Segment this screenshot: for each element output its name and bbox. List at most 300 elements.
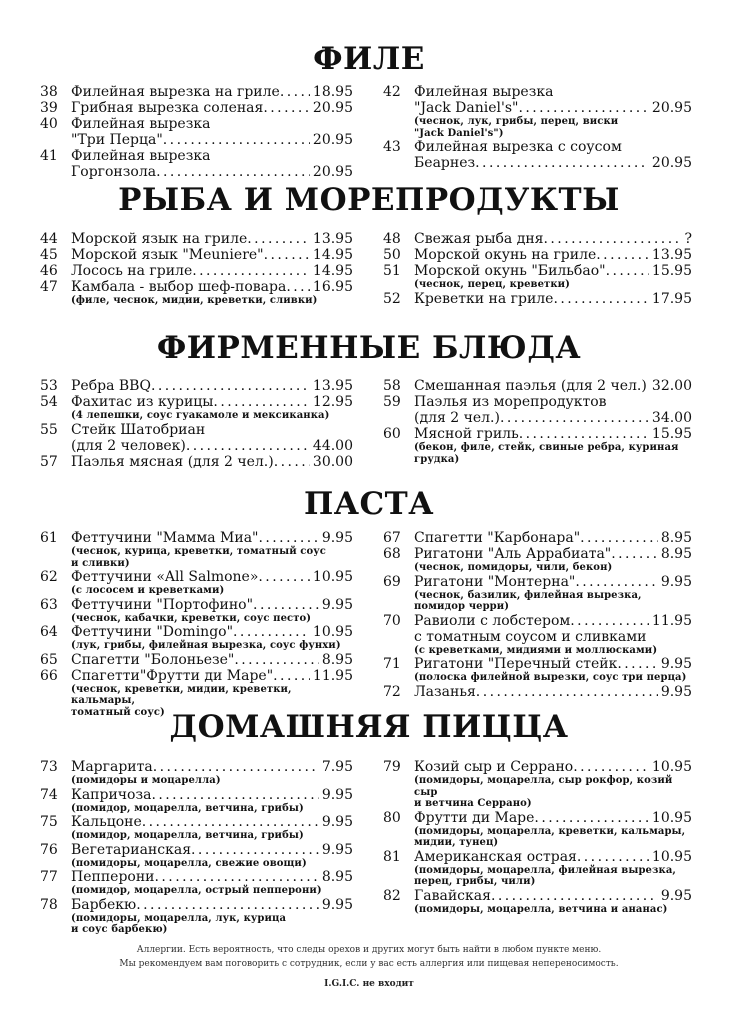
item-description: (помидоры и моцарелла)	[71, 775, 221, 786]
item-name: Смешанная паэлья (для 2 чел.)	[414, 378, 647, 394]
dot-leader	[570, 613, 649, 629]
item-line	[414, 810, 692, 826]
item-name: Ригатони "Монтерна"	[414, 573, 576, 590]
item-number: 58	[383, 378, 401, 394]
igic-note: I.G.I.C. не входит	[324, 979, 414, 989]
item-description: (4 лепешки, соус гуакамоле и мексиканка)	[71, 410, 330, 421]
item-line	[414, 410, 692, 426]
item-number: 61	[40, 530, 58, 546]
item-number: 70	[383, 612, 401, 629]
item-description: (чеснок, кабачки, креветки, соус песто)	[71, 612, 312, 624]
item-price: 8.95	[660, 530, 692, 546]
file-left-column	[40, 84, 353, 180]
menu-item	[40, 897, 353, 936]
item-number: 75	[40, 814, 58, 830]
dot-leader	[142, 814, 319, 830]
item-price: 32.00	[651, 378, 692, 394]
item-description: (чеснок, креветки, мидии, креветки, кальмары,	[71, 683, 292, 706]
item-line	[414, 629, 692, 645]
item-line	[71, 231, 353, 247]
menu-item	[40, 787, 353, 815]
menu-item	[383, 263, 692, 291]
item-name: Фрутти ди Маре	[414, 809, 535, 826]
item-line	[71, 597, 353, 613]
signature-left-column	[40, 378, 353, 470]
item-name: с томатным соусом и сливками	[414, 628, 647, 645]
item-line	[71, 668, 353, 684]
item-description: перец, грибы, чили)	[414, 876, 536, 887]
item-line	[414, 139, 692, 155]
menu-item	[40, 247, 353, 263]
item-number: 73	[40, 759, 58, 775]
item-line	[71, 569, 353, 585]
item-description: мидии, тунец)	[414, 837, 499, 848]
dot-leader	[575, 574, 657, 590]
item-name: Вегетарианская	[71, 841, 192, 858]
item-number: 59	[383, 394, 401, 410]
item-name: Спагетти "Карбонара"	[414, 530, 581, 546]
item-price: 9.95	[321, 530, 353, 546]
dot-leader	[186, 438, 310, 454]
item-price: 9.95	[321, 841, 353, 858]
item-body	[414, 139, 692, 171]
pizza-left-column	[40, 759, 353, 936]
item-description: (чеснок, курица, креветки, томатный соус	[71, 546, 326, 557]
item-line	[71, 394, 353, 410]
item-price: 9.95	[321, 786, 353, 803]
pasta-left-column	[40, 530, 353, 718]
item-line	[71, 378, 353, 394]
menu-item	[40, 422, 353, 454]
item-body	[71, 116, 353, 148]
item-number: 79	[383, 759, 401, 775]
item-name: Спагетти"Фрутти ди Маре"	[71, 667, 274, 684]
item-price: 20.95	[312, 100, 353, 116]
item-body	[414, 656, 692, 684]
item-number: 68	[383, 546, 401, 562]
item-name: Морской окунь на гриле	[414, 247, 597, 263]
item-name: Ригатони "Аль Аррабиата"	[414, 546, 612, 562]
item-description: (бекон, филе, стейк, свиные ребра, куриная	[414, 442, 679, 453]
item-name: Феттучини "Портофино"	[71, 596, 254, 613]
item-body	[414, 888, 692, 916]
item-name: (для 2 человек)	[71, 437, 186, 454]
item-price: 20.95	[651, 155, 692, 171]
item-body	[414, 378, 692, 394]
menu-item	[40, 569, 353, 597]
menu-item	[40, 454, 353, 470]
item-price: 9.95	[321, 896, 353, 913]
dot-leader	[544, 231, 682, 247]
item-name: Филейная вырезка	[71, 116, 211, 132]
item-name: "Jack Daniel's"	[414, 100, 519, 116]
item-body	[414, 759, 692, 810]
item-body	[71, 263, 353, 279]
item-body	[71, 84, 353, 100]
file-right-column	[383, 84, 692, 171]
item-body	[71, 378, 353, 394]
allergy-note-1: Аллергии. Есть вероятность, что следы орехов и других могут быть найти в любом пункте меню.	[136, 945, 602, 955]
menu-item	[383, 613, 692, 657]
item-body	[71, 279, 353, 307]
section-title-pizza: ДОМАШНЯЯ ПИЦЦА	[169, 709, 569, 745]
dot-leader	[213, 394, 309, 410]
item-body	[414, 263, 692, 291]
dot-leader	[253, 597, 319, 613]
item-body	[71, 787, 353, 815]
item-line	[414, 684, 692, 700]
item-body	[414, 84, 692, 139]
item-name: Феттучини "Domingo"	[71, 624, 234, 640]
item-name: Стейк Шатобриан	[71, 421, 206, 438]
item-number: 41	[40, 148, 58, 164]
item-line	[414, 546, 692, 562]
item-line	[71, 247, 353, 263]
item-number: 76	[40, 841, 58, 858]
item-body	[71, 530, 353, 569]
item-body	[71, 422, 353, 454]
item-description: (чеснок, помидоры, чили, бекон)	[414, 562, 613, 573]
item-line	[71, 132, 353, 148]
item-name: (для 2 чел.)	[414, 410, 500, 426]
item-line	[414, 231, 692, 247]
item-body	[71, 231, 353, 247]
item-name: Морской язык "Meuniere"	[71, 247, 264, 263]
menu-item	[40, 100, 353, 116]
item-number: 66	[40, 667, 58, 684]
dot-leader	[518, 100, 648, 116]
fish-left-column	[40, 231, 353, 307]
menu-item	[40, 869, 353, 897]
item-description: помидор черри)	[414, 601, 510, 612]
item-price: 10.95	[651, 848, 692, 865]
menu-item	[40, 652, 353, 668]
dot-leader	[280, 84, 310, 100]
menu-item	[383, 656, 692, 684]
item-number: 38	[40, 84, 58, 100]
dot-leader	[153, 759, 319, 775]
item-body	[414, 291, 692, 307]
item-number: 48	[383, 231, 401, 247]
dot-leader	[191, 842, 319, 858]
item-body	[414, 247, 692, 263]
item-name: Гавайская	[414, 887, 491, 904]
menu-item	[383, 247, 692, 263]
item-body	[71, 597, 353, 625]
item-line	[71, 897, 353, 913]
item-body	[71, 759, 353, 787]
item-number: 78	[40, 896, 58, 913]
item-price: 11.95	[651, 612, 692, 629]
item-name: Кальцоне	[71, 814, 142, 830]
item-name: Морской окунь "Бильбао"	[414, 263, 606, 279]
dot-leader	[151, 787, 318, 803]
item-line	[414, 426, 692, 442]
item-body	[414, 426, 692, 465]
dot-leader	[596, 247, 649, 263]
dot-leader	[606, 263, 649, 279]
dot-leader	[258, 530, 318, 546]
item-description: (с креветками, мидиями и моллюсками)	[414, 644, 658, 656]
item-description: (помидоры, моцарелла, филейная вырезка,	[414, 864, 676, 876]
item-price: 9.95	[660, 683, 692, 700]
item-name: Филейная вырезка	[414, 84, 554, 100]
item-price: 10.95	[651, 759, 692, 775]
item-number: 64	[40, 624, 58, 640]
menu-item	[40, 84, 353, 100]
dot-leader	[553, 291, 648, 307]
item-price: 10.95	[651, 809, 692, 826]
item-name: Беарнез	[414, 155, 476, 171]
item-price: 20.95	[312, 132, 353, 148]
menu-item	[383, 231, 692, 247]
section-title-signature: ФИРМЕННЫЕ БЛЮДА	[156, 330, 582, 366]
item-body	[414, 546, 692, 574]
menu-item	[40, 814, 353, 842]
item-line	[414, 849, 692, 865]
item-line	[71, 116, 353, 132]
item-body	[71, 624, 353, 652]
menu-item	[383, 378, 692, 394]
item-description: "Jack Daniel's")	[414, 127, 504, 139]
item-price: 13.95	[312, 231, 353, 247]
item-description: грудка)	[414, 453, 460, 465]
item-line	[71, 422, 353, 438]
item-name: Маргарита	[71, 759, 153, 775]
item-line	[71, 842, 353, 858]
dot-leader	[286, 279, 310, 295]
item-line	[414, 291, 692, 307]
item-number: 55	[40, 421, 58, 438]
item-name: Барбекю	[71, 896, 137, 913]
menu-item	[383, 888, 692, 916]
item-name: Креветки на гриле	[414, 290, 554, 307]
item-description: (помидоры, моцарелла, лук, курица	[71, 912, 287, 924]
dot-leader	[263, 100, 310, 116]
item-description: и сливки)	[71, 557, 130, 569]
item-number: 44	[40, 231, 58, 247]
dot-leader	[247, 231, 310, 247]
item-price: 16.95	[312, 279, 353, 295]
menu-item	[40, 597, 353, 625]
item-description: (помидоры, моцарелла, ветчина и ананас)	[414, 903, 668, 915]
item-body	[71, 100, 353, 116]
item-name: Морской язык на гриле	[71, 231, 248, 247]
item-description: (чеснок, лук, грибы, перец, виски	[414, 116, 619, 127]
item-price: 15.95	[651, 263, 692, 279]
menu-item	[40, 624, 353, 652]
item-price: 13.95	[312, 378, 353, 394]
item-price: 17.95	[651, 290, 692, 307]
item-description: (помидоры, моцарелла, креветки, кальмары,	[414, 825, 686, 837]
item-name: Пепперони	[71, 869, 155, 885]
dot-leader	[617, 656, 657, 672]
item-price: 9.95	[660, 656, 692, 672]
item-name: "Три Перца"	[71, 132, 163, 148]
signature-right-column	[383, 378, 692, 465]
item-number: 72	[383, 683, 401, 700]
item-body	[71, 814, 353, 842]
item-body	[414, 574, 692, 613]
item-price: 8.95	[660, 546, 692, 562]
item-line	[71, 84, 353, 100]
dot-leader	[163, 132, 310, 148]
item-body	[414, 810, 692, 849]
item-line	[71, 454, 353, 470]
item-description: (филе, чеснок, мидии, креветки, сливки)	[71, 295, 318, 306]
item-body	[71, 148, 353, 180]
allergy-note-2: Мы рекомендуем вам поговорить с сотрудник, если у вас есть аллергия или пищевая непереносимость.	[119, 959, 619, 969]
dot-leader	[258, 569, 310, 585]
item-line	[71, 438, 353, 454]
item-name: Филейная вырезка	[71, 148, 211, 164]
item-line	[71, 759, 353, 775]
item-body	[414, 684, 692, 700]
dot-leader	[475, 155, 649, 171]
item-name: Ребра BBQ	[71, 378, 151, 394]
menu-item	[383, 291, 692, 307]
item-number: 47	[40, 279, 58, 295]
item-line	[414, 888, 692, 904]
item-price: 8.95	[321, 651, 353, 668]
pizza-right-column	[383, 759, 692, 915]
item-number: 46	[40, 263, 58, 279]
dot-leader	[611, 546, 658, 562]
item-description: (помидор, моцарелла, ветчина, грибы)	[71, 802, 304, 814]
item-name: Филейная вырезка на гриле	[71, 84, 280, 100]
menu-item	[40, 231, 353, 247]
item-price: 11.95	[312, 667, 353, 684]
item-body	[71, 454, 353, 470]
dot-leader	[476, 684, 658, 700]
item-number: 62	[40, 569, 58, 585]
item-price: 9.95	[321, 596, 353, 613]
item-price: 9.95	[321, 814, 353, 830]
item-description: (чеснок, перец, креветки)	[414, 279, 571, 290]
dot-leader	[264, 247, 310, 263]
item-price: 34.00	[651, 410, 692, 426]
item-description: и соус барбекю)	[71, 924, 168, 935]
item-line	[71, 787, 353, 803]
item-number: 51	[383, 263, 401, 279]
item-description: (помидор, моцарелла, острый пепперони)	[71, 885, 322, 896]
item-number: 52	[383, 290, 401, 307]
item-line	[414, 263, 692, 279]
item-line	[71, 652, 353, 668]
item-number: 54	[40, 394, 58, 410]
item-number: 69	[383, 573, 401, 590]
item-name: Ригатони "Перечный стейк	[414, 656, 618, 672]
dot-leader	[500, 410, 649, 426]
section-title-file: ФИЛЕ	[313, 41, 425, 77]
item-name: Козий сыр и Серрано	[414, 759, 574, 775]
item-body	[414, 613, 692, 657]
item-body	[71, 394, 353, 422]
item-price: 12.95	[312, 394, 353, 410]
dot-leader	[577, 849, 649, 865]
item-name: Свежая рыба дня	[414, 231, 544, 247]
item-line	[414, 155, 692, 171]
item-price: 18.95	[312, 84, 353, 100]
item-number: 50	[383, 247, 401, 263]
menu-item	[383, 394, 692, 426]
item-price: 20.95	[312, 164, 353, 180]
item-number: 53	[40, 378, 58, 394]
item-number: 81	[383, 848, 401, 865]
item-line	[71, 530, 353, 546]
dot-leader	[234, 652, 318, 668]
item-price: 9.95	[660, 887, 692, 904]
item-name: Равиоли с лобстером	[414, 612, 571, 629]
item-line	[71, 263, 353, 279]
item-name: Филейная вырезка с соусом	[414, 139, 622, 155]
item-price: 13.95	[651, 247, 692, 263]
item-line	[414, 100, 692, 116]
menu-item	[40, 263, 353, 279]
dot-leader	[233, 624, 310, 640]
item-name: Феттучини "Мамма Миа"	[71, 530, 259, 546]
menu-item	[383, 546, 692, 574]
dot-leader	[580, 530, 658, 546]
item-name: Спагетти "Болоньезе"	[71, 651, 235, 668]
item-line	[71, 869, 353, 885]
item-description: томатный соус)	[71, 706, 165, 718]
item-name: Лосось на гриле	[71, 263, 193, 279]
item-name: Лазанья	[414, 683, 476, 700]
item-number: 43	[383, 139, 401, 155]
item-price: 7.95	[321, 759, 353, 775]
item-line	[414, 378, 692, 394]
item-description: (помидоры, моцарелла, свежие овощи)	[71, 857, 307, 869]
item-line	[414, 394, 692, 410]
item-price: 8.95	[321, 869, 353, 885]
menu-item	[40, 279, 353, 307]
item-body	[71, 569, 353, 597]
item-line	[71, 279, 353, 295]
dot-leader	[151, 378, 310, 394]
menu-item	[383, 139, 692, 171]
menu-item	[383, 84, 692, 139]
item-price: 14.95	[312, 263, 353, 279]
item-description: (помидор, моцарелла, ветчина, грибы)	[71, 830, 304, 841]
item-name: Капричоза	[71, 786, 152, 803]
item-line	[71, 624, 353, 640]
item-number: 82	[383, 887, 401, 904]
item-number: 39	[40, 100, 58, 116]
item-line	[414, 574, 692, 590]
item-name: Паэлья мясная (для 2 чел.)	[71, 453, 274, 470]
item-name: Камбала - выбор шеф-повара	[71, 279, 287, 295]
item-name: Паэлья из морепродуктов	[414, 394, 607, 410]
item-line	[71, 814, 353, 830]
item-line	[414, 530, 692, 546]
item-price: 9.95	[660, 573, 692, 590]
dot-leader	[534, 810, 648, 826]
menu-item	[383, 530, 692, 546]
item-name: Фахитас из курицы	[71, 394, 214, 410]
dot-leader	[156, 164, 310, 180]
item-name: Грибная вырезка соленая	[71, 100, 264, 116]
item-price: 44.00	[312, 437, 353, 454]
menu-item	[40, 530, 353, 569]
item-name: Феттучини «All Salmone»	[71, 569, 259, 585]
item-line	[414, 613, 692, 629]
item-line	[71, 164, 353, 180]
section-title-fish: РЫБА И МОРЕПРОДУКТЫ	[118, 182, 620, 218]
dot-leader	[274, 454, 310, 470]
item-body	[414, 394, 692, 426]
item-price: 30.00	[312, 453, 353, 470]
